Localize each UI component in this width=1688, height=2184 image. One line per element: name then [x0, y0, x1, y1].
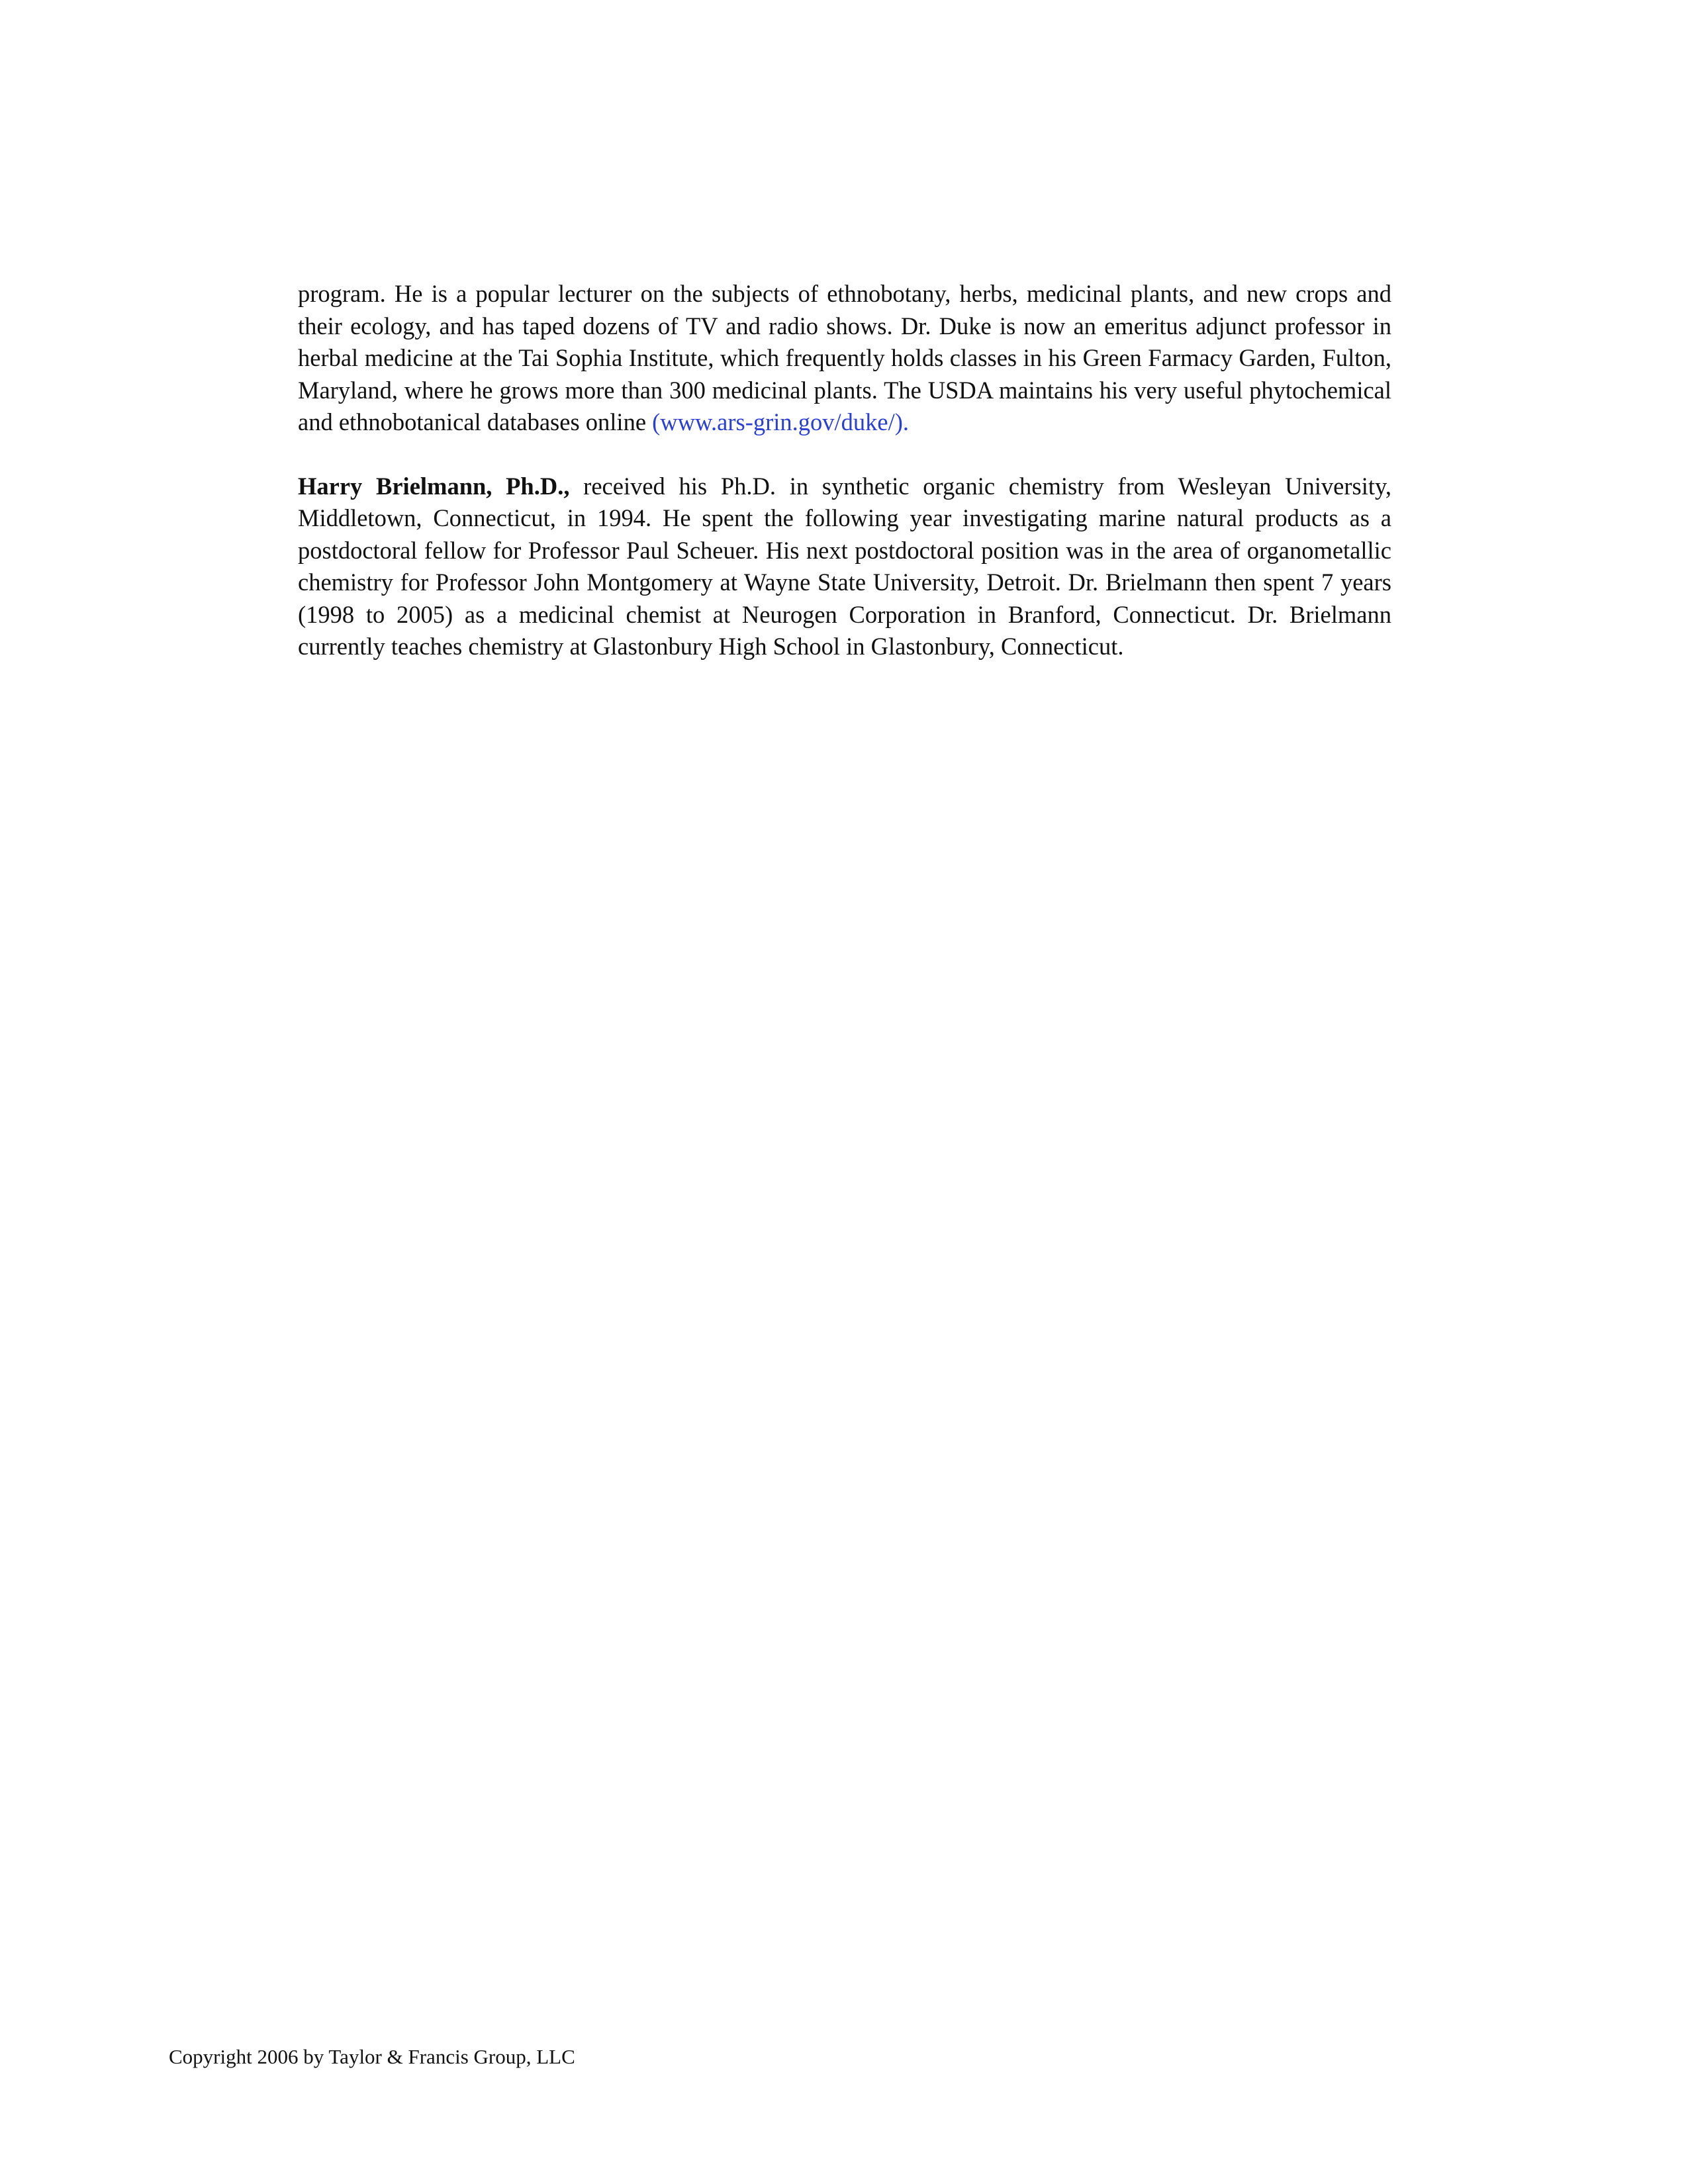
databases-link[interactable]: (www.ars-grin.gov/duke/). — [652, 408, 910, 435]
body-text — [298, 278, 1391, 663]
paragraph-duke-bio — [298, 278, 1391, 439]
brielmann-bio-text: received his Ph.D. in synthetic organic chemistry from Wesleyan University, Middletown, Connecticut, in 1994. He spent the following year investigating marine natural products as a postdoctoral fellow for Professor Paul Scheuer. His next postdoctoral position was in the area of organometallic chemistry for Professor John Montgomery at Wayne State University, Detroit. Dr. Brielmann then spent 7 years (1998 to 2005) as a medicinal chemist at Neurogen Corporation in Branford, Connecticut. Dr. Brielmann currently teaches chemistry at Glastonbury High School in Glastonbury, Connecticut. — [298, 472, 1391, 660]
author-name: Harry Brielmann, Ph.D., — [298, 472, 570, 500]
copyright-footer: Copyright 2006 by Taylor & Francis Group, LLC — [169, 2045, 575, 2068]
paragraph-brielmann-bio — [298, 471, 1391, 663]
duke-bio-text: program. He is a popular lecturer on the subjects of ethnobotany, herbs, medicinal plants, and new crops and their ecology, and has taped dozens of TV and radio shows. Dr. Duke is now an emeritus adjunct professor in herbal medicine at the Tai Sophia Institute, which frequently holds classes in his Green Farmacy Garden, Fulton, Maryland, where he grows more than 300 medicinal plants. The USDA maintains his very useful phytochemical and ethnobotanical databases online — [298, 280, 1391, 435]
